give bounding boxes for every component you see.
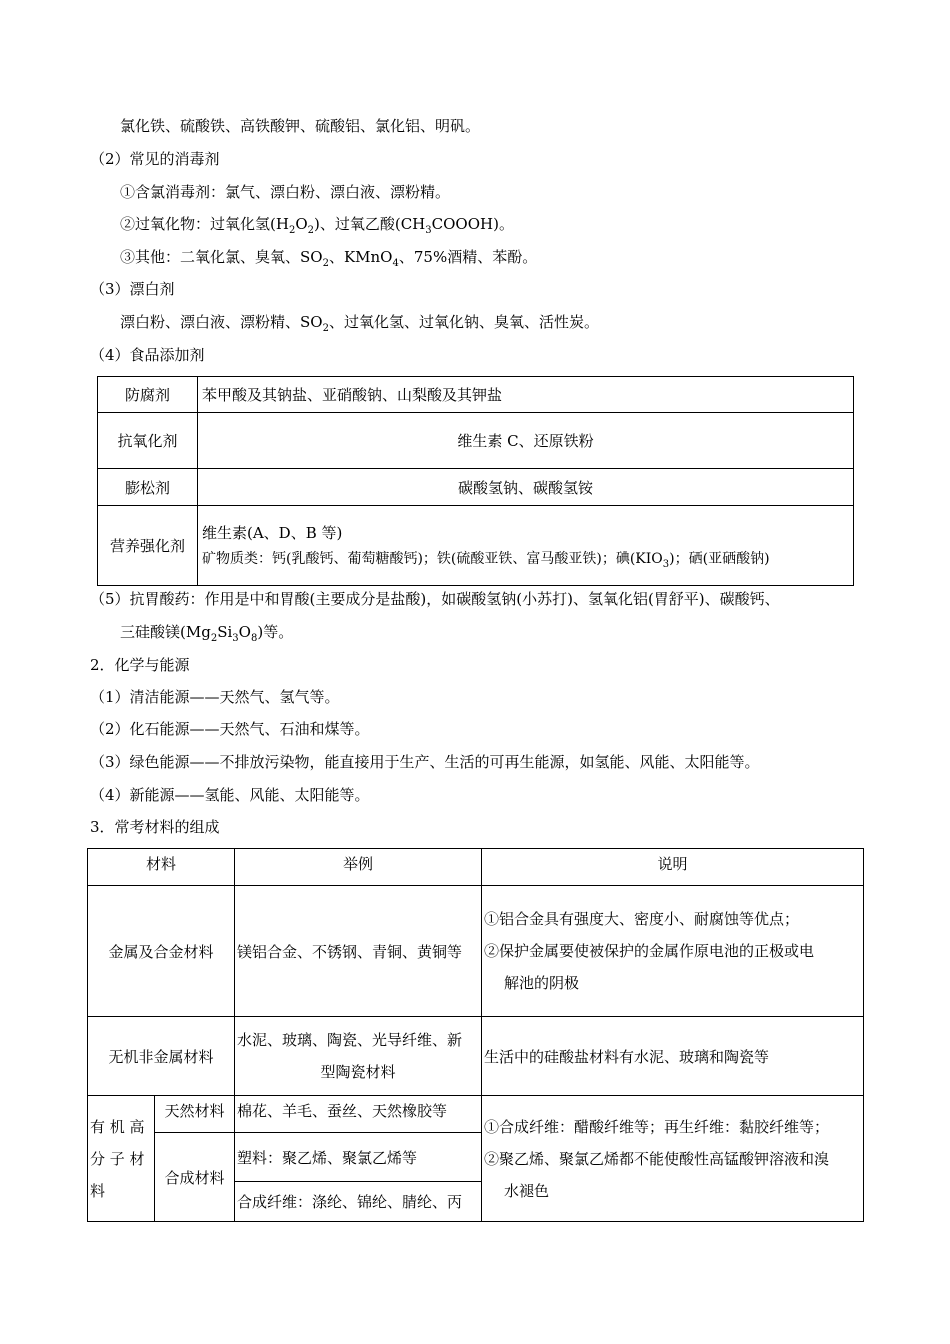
material-inorganic: 无机非金属材料 [88, 1017, 235, 1096]
material-organic: 有 机 高 分 子 材 料 [88, 1096, 155, 1222]
additive-value [198, 506, 854, 586]
example-natural: 棉花、羊毛、蚕丝、天然橡胶等 [235, 1096, 482, 1133]
additive-name: 抗氧化剂 [98, 413, 198, 469]
header-example: 举例 [235, 849, 482, 886]
additive-value: 维生素 C、还原铁粉 [198, 413, 854, 469]
additive-name: 膨松剂 [98, 469, 198, 506]
text-line-chlorine-disinfectants: ①含氯消毒剂：氯气、漂白粉、漂白液、漂粉精。 [120, 183, 451, 201]
note-inorganic: 生活中的硅酸盐材料有水泥、玻璃和陶瓷等 [482, 1017, 864, 1096]
food-additives-table [97, 376, 854, 586]
text-line-new-energy: （4）新能源——氢能、风能、太阳能等。 [90, 786, 370, 804]
text-line-fossil-energy: （2）化石能源——天然气、石油和煤等。 [90, 720, 370, 738]
table-row [98, 469, 854, 506]
note-organic: ①合成纤维：醋酸纤维等；再生纤维：黏胶纤维等； ②聚乙烯、聚氯乙烯都不能使酸性高锰酸钾溶液和溴 水褪色 [482, 1096, 864, 1222]
additive-value: 碳酸氢钠、碳酸氢铵 [198, 469, 854, 506]
example-plastic: 塑料：聚乙烯、聚氯乙烯等 [235, 1133, 482, 1182]
text-line-peroxides: ②过氧化物：过氧化氢$(H_2O_2)$、过氧乙酸$(CH_3COOOH)$。 [120, 215, 514, 236]
text-line-iron-salts: 氯化铁、硫酸铁、高铁酸钾、硫酸铝、氯化铝、明矾。 [120, 117, 481, 135]
example-metal: 镁铝合金、不锈钢、青铜、黄铜等 [235, 886, 482, 1017]
example-fiber: 合成纤维：涤纶、锦纶、腈纶、丙 [235, 1182, 482, 1222]
heading-bleaches: （3）漂白剂 [90, 280, 175, 298]
heading-food-additives: （4）食品添加剂 [90, 346, 205, 364]
nutrient-minerals: 矿物质类：钙(乳酸钙、葡萄糖酸钙)；铁(硫酸亚铁、富马酸亚铁)；碘$(KIO_3)$；硒(亚硒酸钠) [202, 550, 770, 570]
additive-name: 营养强化剂 [98, 506, 198, 586]
table-row [88, 1096, 864, 1133]
table-row [88, 886, 864, 1017]
table-row [98, 377, 854, 413]
additive-value: 苯甲酸及其钠盐、亚硝酸钠、山梨酸及其钾盐 [198, 377, 854, 413]
table-row [88, 1017, 864, 1096]
header-note: 说明 [482, 849, 864, 886]
nutrient-vitamins: 维生素(A、D、B 等) [202, 523, 343, 542]
material-natural: 天然材料 [155, 1096, 235, 1133]
table-row [98, 413, 854, 469]
heading-disinfectants: （2）常见的消毒剂 [90, 150, 220, 168]
note-metal: ①铝合金具有强度大、密度小、耐腐蚀等优点； ②保护金属要使被保护的金属作原电池的正极或电 解池的阴极 [482, 886, 864, 1017]
text-line-other-disinfectants: ③其他：二氧化氯、臭氧、$SO_2$、KMnO$_4$、75%酒精、苯酚。 [120, 248, 538, 269]
additive-name: 防腐剂 [98, 377, 198, 413]
material-synthetic: 合成材料 [155, 1133, 235, 1222]
text-line-clean-energy: （1）清洁能源——天然气、氢气等。 [90, 688, 340, 706]
text-line-green-energy: （3）绿色能源——不排放污染物，能直接用于生产、生活的可再生能源，如氢能、风能、太阳能等。 [90, 753, 760, 771]
heading-energy: 2．化学与能源 [90, 656, 190, 674]
text-line-bleaches: 漂白粉、漂白液、漂粉精、$SO_2$、过氧化氢、过氧化钠、臭氧、活性炭。 [120, 313, 599, 334]
material-metal: 金属及合金材料 [88, 886, 235, 1017]
header-material: 材料 [88, 849, 235, 886]
text-line-antacids: （5）抗胃酸药：作用是中和胃酸(主要成分是盐酸)，如碳酸氢钠(小苏打)、氢氧化铝(胃舒平)、碳酸钙、 [90, 590, 780, 608]
table-row [98, 506, 854, 586]
text-line-antacids-cont: 三硅酸镁$(Mg_2Si_3O_8)$等。 [120, 623, 294, 644]
table-row [88, 849, 864, 886]
example-inorganic: 水泥、玻璃、陶瓷、光导纤维、新 型陶瓷材料 [235, 1017, 482, 1096]
materials-table [87, 848, 864, 1222]
heading-materials: 3．常考材料的组成 [90, 818, 220, 836]
